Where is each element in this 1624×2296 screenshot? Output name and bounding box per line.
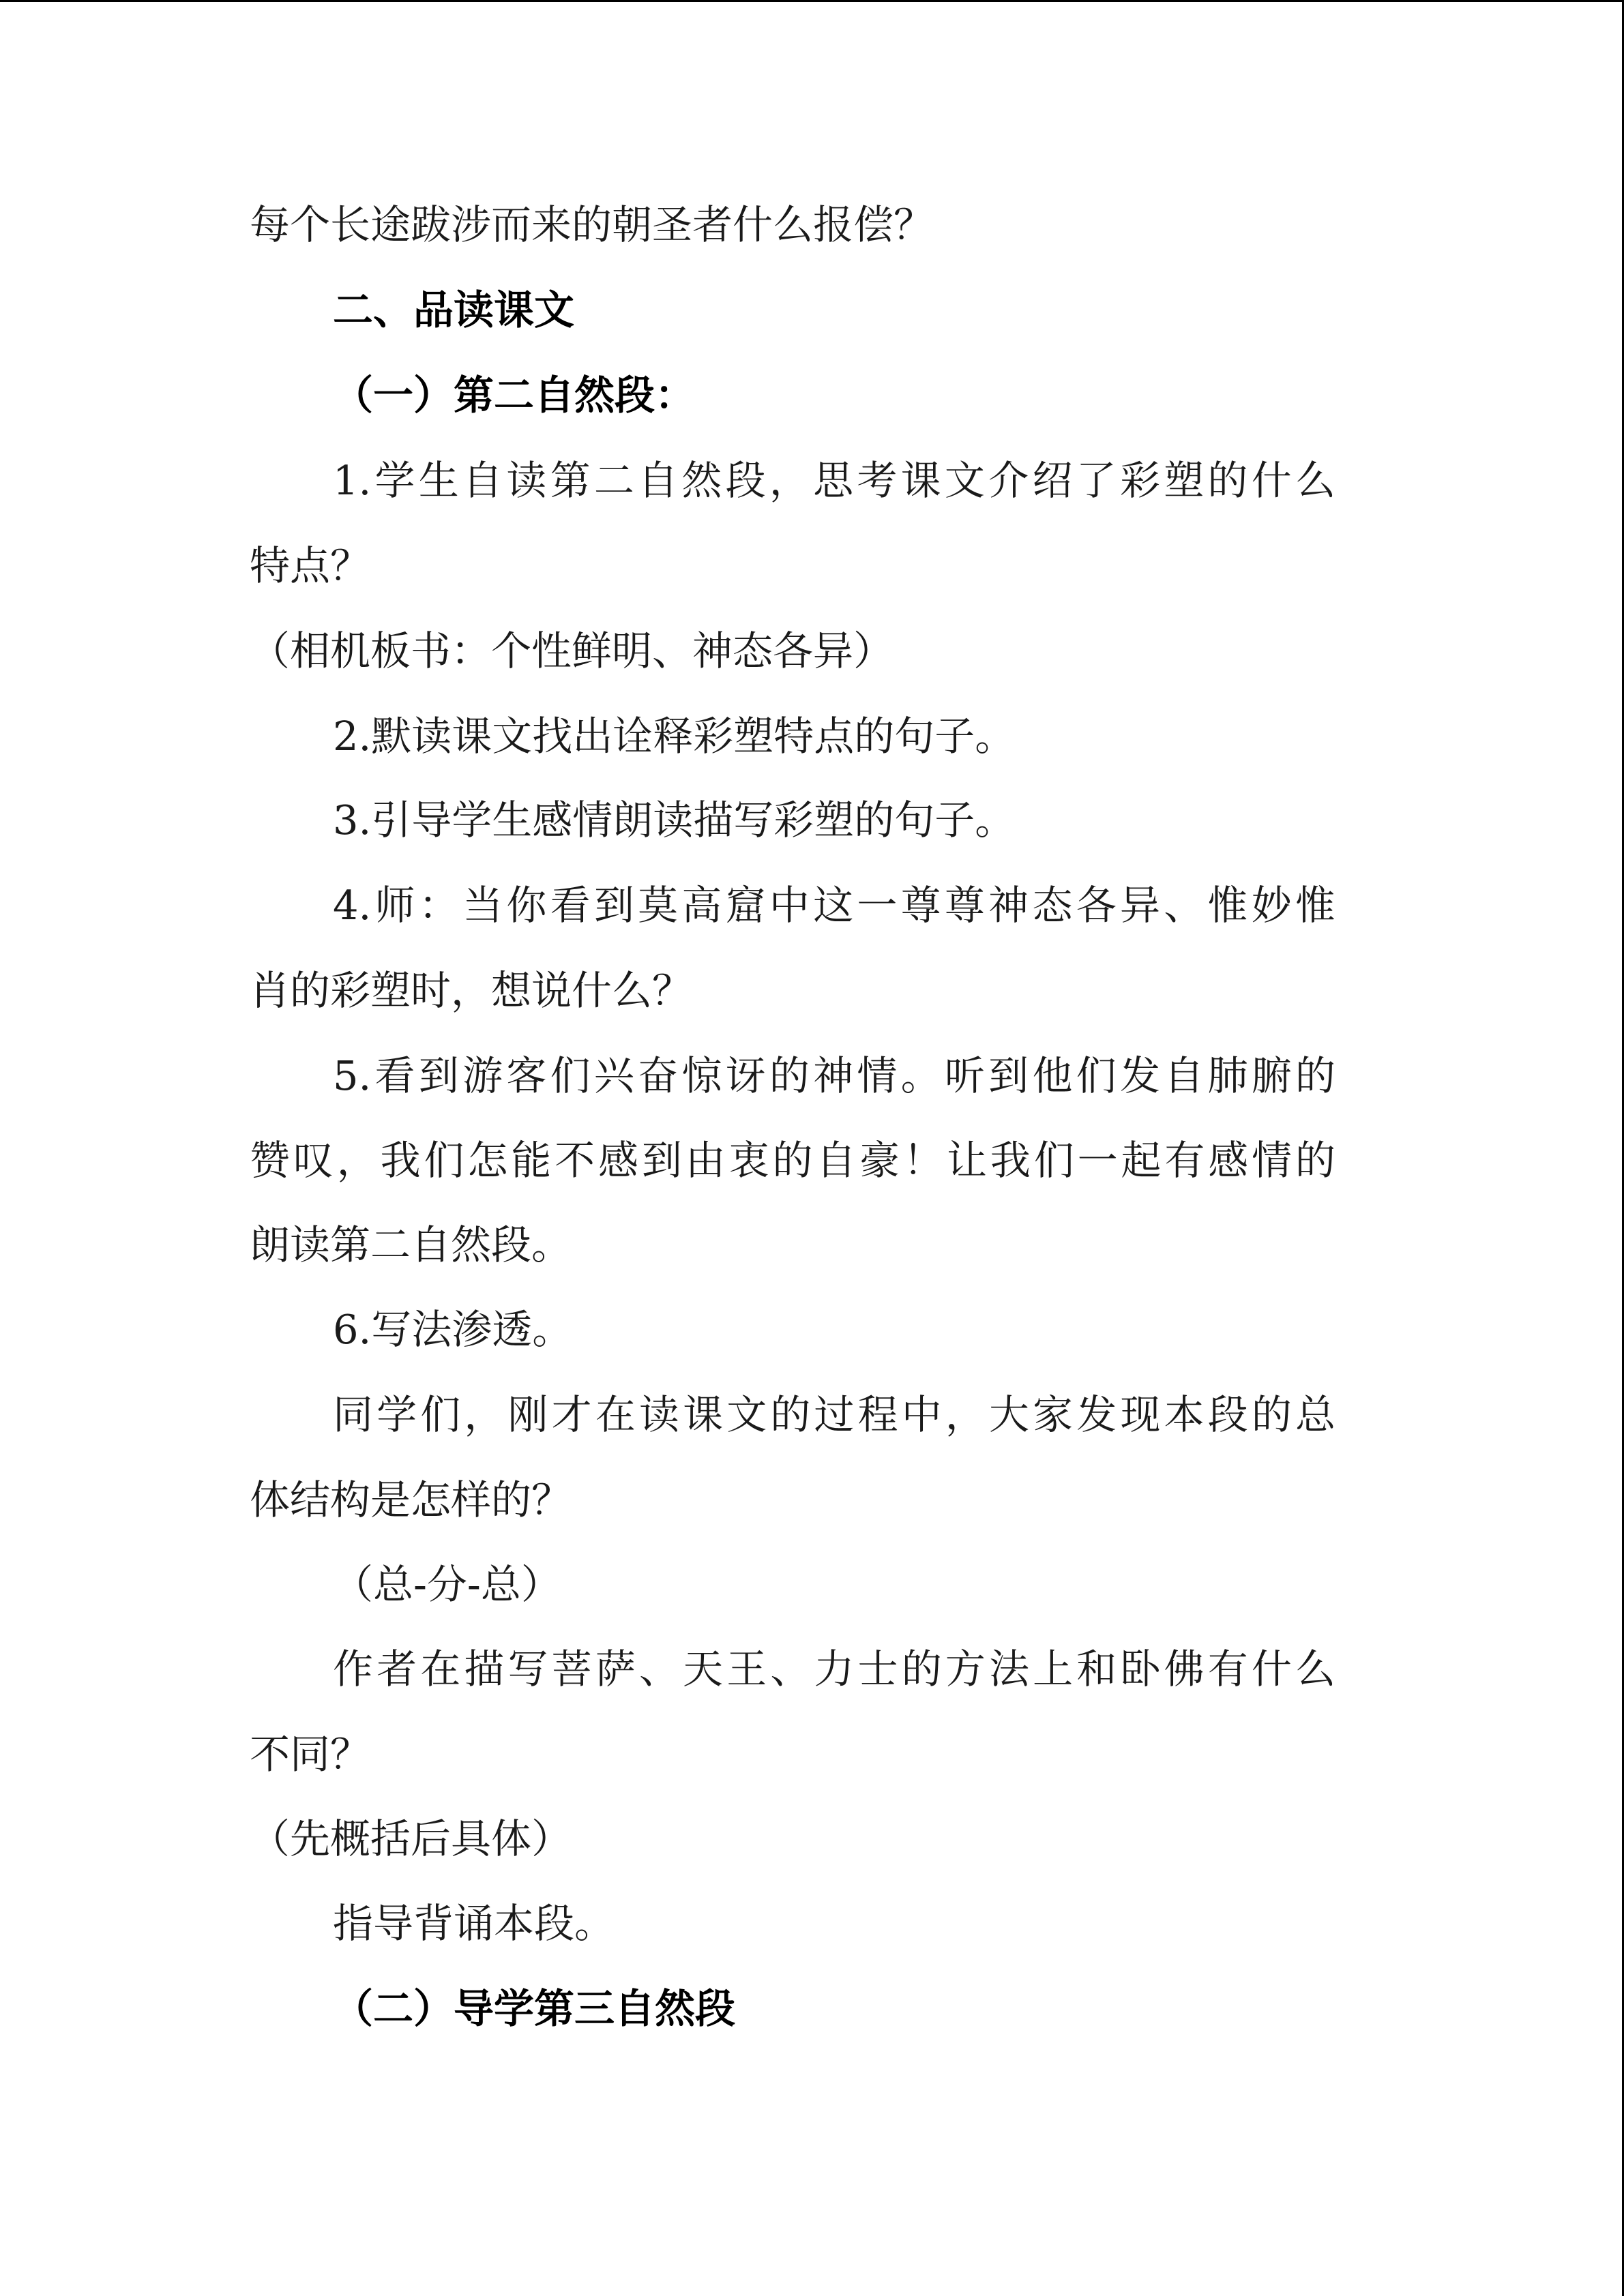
paragraph-line: 5.看到游客们兴奋惊讶的神情。听到他们发自肺腑的 bbox=[333, 1052, 1335, 1099]
paragraph-line: 不同？ bbox=[250, 1731, 371, 1778]
paragraph-line: （先概括后具体） bbox=[250, 1815, 572, 1862]
paragraph-line: 2.默读课文找出诠释彩塑特点的句子。 bbox=[333, 713, 1016, 760]
paragraph-line: 1.学生自读第二自然段，思考课文介绍了彩塑的什么 bbox=[333, 457, 1335, 504]
paragraph-line: （总-分-总） bbox=[333, 1561, 561, 1608]
subsection-heading: （一）第二自然段： bbox=[333, 372, 696, 419]
paragraph-line: 3.引导学生感情朗读描写彩塑的句子。 bbox=[333, 796, 1016, 844]
paragraph-line: 作者在描写菩萨、天王、力士的方法上和卧佛有什么 bbox=[333, 1645, 1335, 1693]
paragraph-line: 肖的彩塑时，想说什么？ bbox=[250, 967, 693, 1014]
paragraph-line: 朗读第二自然段。 bbox=[250, 1221, 572, 1268]
paragraph-line: 体结构是怎样的？ bbox=[250, 1476, 572, 1523]
paragraph-line: 指导背诵本段。 bbox=[333, 1900, 615, 1947]
paragraph-line: 同学们，刚才在读课文的过程中，大家发现本段的总 bbox=[333, 1391, 1335, 1438]
paragraph-line: 6.写法渗透。 bbox=[333, 1306, 573, 1353]
paragraph-line: 赞叹，我们怎能不感到由衷的自豪！让我们一起有感情的 bbox=[250, 1137, 1335, 1184]
paragraph-line: 特点？ bbox=[250, 542, 371, 589]
subsection-heading: （二）导学第三自然段 bbox=[333, 1985, 736, 2032]
section-heading: 二、品读课文 bbox=[333, 286, 575, 333]
paragraph-line: （相机板书：个性鲜明、神态各异） bbox=[250, 627, 894, 674]
paragraph-line: 4.师：当你看到莫高窟中这一尊尊神态各异、惟妙惟 bbox=[333, 882, 1335, 929]
page-border-top bbox=[0, 0, 1624, 2]
paragraph-line: 每个长途跋涉而来的朝圣者什么报偿？ bbox=[250, 201, 934, 248]
